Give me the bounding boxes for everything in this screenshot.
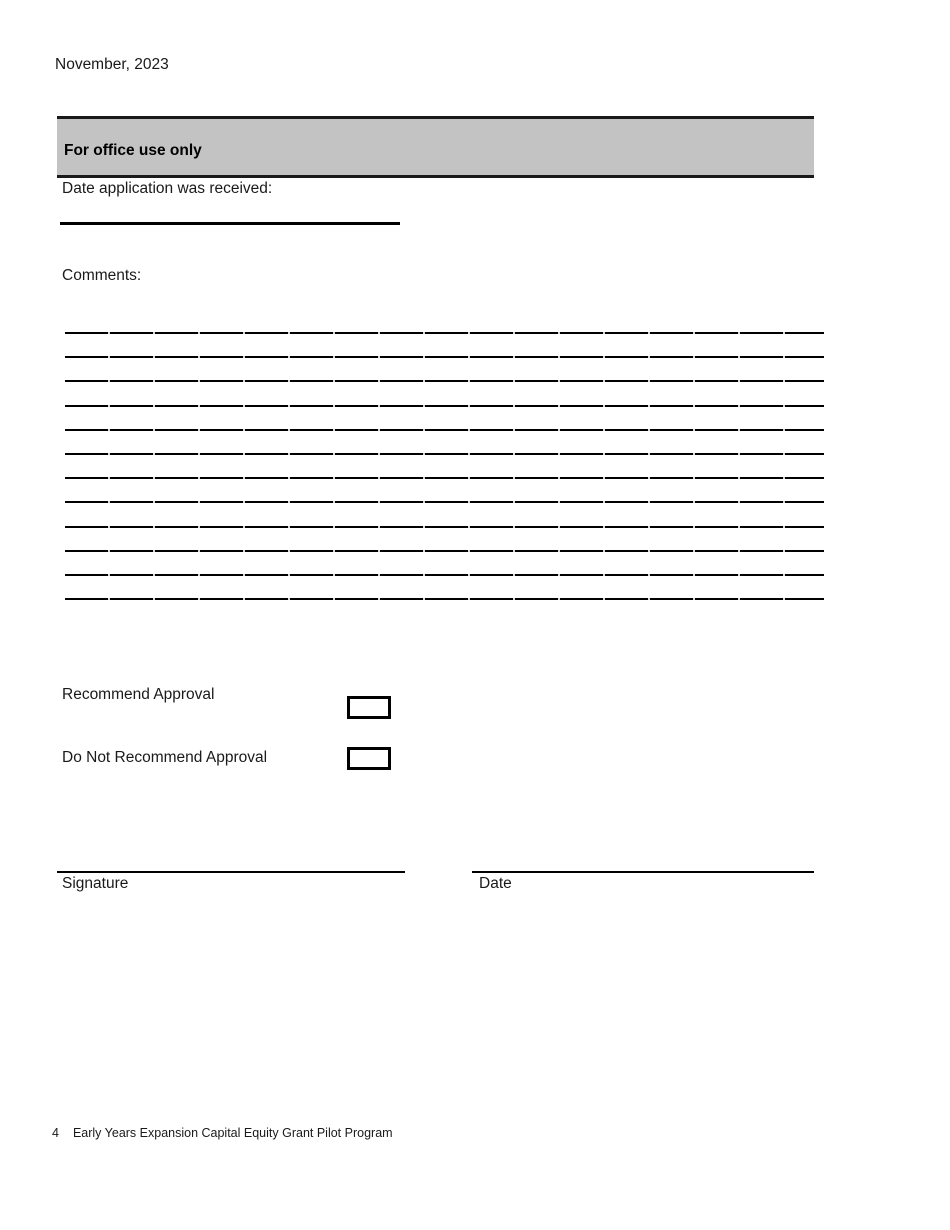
- comments-ruled-line[interactable]: [65, 373, 824, 397]
- comments-ruled-line[interactable]: [65, 398, 824, 422]
- comments-ruled-line[interactable]: [65, 519, 824, 543]
- page-footer: [52, 1124, 393, 1142]
- do-not-recommend-approval-row: [0, 747, 950, 777]
- do-not-recommend-approval-label: Do Not Recommend Approval: [62, 749, 268, 766]
- comments-ruled-line[interactable]: [65, 543, 824, 567]
- footer-page-number: 4: [52, 1126, 59, 1140]
- recommend-approval-checkbox[interactable]: [347, 696, 391, 719]
- office-use-only-heading: For office use only: [64, 142, 202, 159]
- do-not-recommend-approval-checkbox[interactable]: [347, 747, 391, 770]
- signature-date-input-rule[interactable]: [472, 871, 814, 873]
- comments-ruled-line[interactable]: [65, 494, 824, 518]
- recommend-approval-row: [0, 684, 950, 714]
- comments-ruled-line[interactable]: [65, 422, 824, 446]
- recommend-approval-label: Recommend Approval: [62, 686, 215, 703]
- signature-date-caption: Date: [479, 875, 512, 892]
- comments-ruled-line[interactable]: [65, 446, 824, 470]
- comments-ruled-line[interactable]: [65, 470, 824, 494]
- comments-label: Comments:: [62, 267, 142, 284]
- comments-ruled-line[interactable]: [65, 349, 824, 373]
- date-received-label: Date application was received:: [62, 180, 273, 197]
- comments-ruled-lines[interactable]: [65, 325, 824, 615]
- signature-caption: Signature: [62, 875, 129, 892]
- signature-input-rule[interactable]: [57, 871, 405, 873]
- document-date: November, 2023: [55, 56, 169, 73]
- date-received-input-rule[interactable]: [60, 222, 400, 225]
- comments-ruled-line[interactable]: [65, 325, 824, 349]
- comments-ruled-line[interactable]: [65, 567, 824, 591]
- comments-ruled-line[interactable]: [65, 591, 824, 615]
- footer-document-title: Early Years Expansion Capital Equity Grant Pilot Program: [72, 1126, 393, 1140]
- office-use-only-band: [57, 116, 814, 178]
